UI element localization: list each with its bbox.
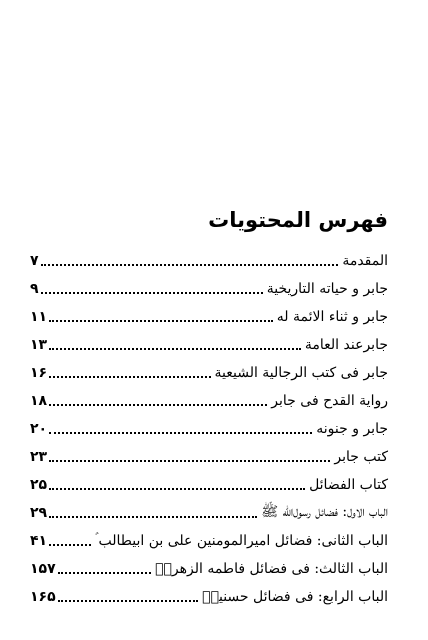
toc-entry-page: ۱۳ [30,337,48,353]
toc-entry-page: ۱۶۵ [30,589,56,605]
toc-entry-label: روایة القدح فی جابر [271,393,388,409]
toc-entry [30,416,388,442]
toc-entry-label: جابرعند العامة [304,337,388,353]
dot-leader [49,516,257,518]
dot-leader [49,404,267,406]
toc-entry [30,332,388,358]
toc-entry [30,500,388,526]
toc-entry-label: جابر و جنونه [316,421,388,437]
toc-entry [30,556,388,582]
dot-leader [49,488,305,490]
dot-leader [49,460,330,462]
toc-entry-page: ۱۸ [30,393,48,409]
toc-entry [30,248,388,274]
dot-leader [41,292,263,294]
toc-entry-page: ۱۶ [30,365,48,381]
dot-leader [58,572,151,574]
dot-leader [41,264,339,266]
dot-leader [49,376,210,378]
toc-entry [30,528,388,554]
toc-entry-label: الباب الثالث: فی فضائل فاطمه الزهراؑ [155,561,388,577]
toc-entry [30,276,388,302]
toc-entry-label: الباب الاول: فضائل رسول‌الله ﷺ [261,504,388,520]
toc-entry-label: الباب الرابع: فی فضائل حسنینؑ [202,589,388,605]
toc-entry-page: ۹ [30,281,39,297]
dot-leader [49,432,312,434]
dot-leader [58,600,199,602]
toc-entry-page: ۴۱ [30,533,48,549]
toc-entry [30,304,388,330]
toc-entry [30,388,388,414]
toc-entry-label: جابر فی کتب الرجالیة الشیعیة [214,365,388,381]
toc-entry [30,444,388,470]
toc-entry [30,360,388,386]
toc-entry-label: کتاب الفضائل [309,477,388,493]
toc-entry-label: الباب الثانی: فضائل امیرالمومنین علی بن ابیطالب ؑ [95,533,388,549]
toc-entry-page: ۲۳ [30,449,48,465]
toc-entry-label: المقدمة [342,253,388,269]
toc-entry [30,584,388,610]
toc-entry-page: ۲۹ [30,505,48,521]
toc-entry-page: ۷ [30,253,39,269]
dot-leader [49,544,91,546]
dot-leader [49,320,273,322]
toc-entry-label: کتب جابر [334,449,388,465]
dot-leader [49,348,301,350]
toc-entry-page: ۱۱ [30,309,48,325]
toc-entry [30,472,388,498]
toc-entry-page: ۱۵۷ [30,561,56,577]
toc-entry-page: ۲۵ [30,477,48,493]
toc-entry-label: جابر و ثناء الائمة له [276,309,388,325]
toc-title: فهرس المحتويات [208,208,388,232]
toc-entry-label: جابر و حیاته التاریخیة [266,281,388,297]
toc-entry-page: ۲۰ [30,421,48,437]
